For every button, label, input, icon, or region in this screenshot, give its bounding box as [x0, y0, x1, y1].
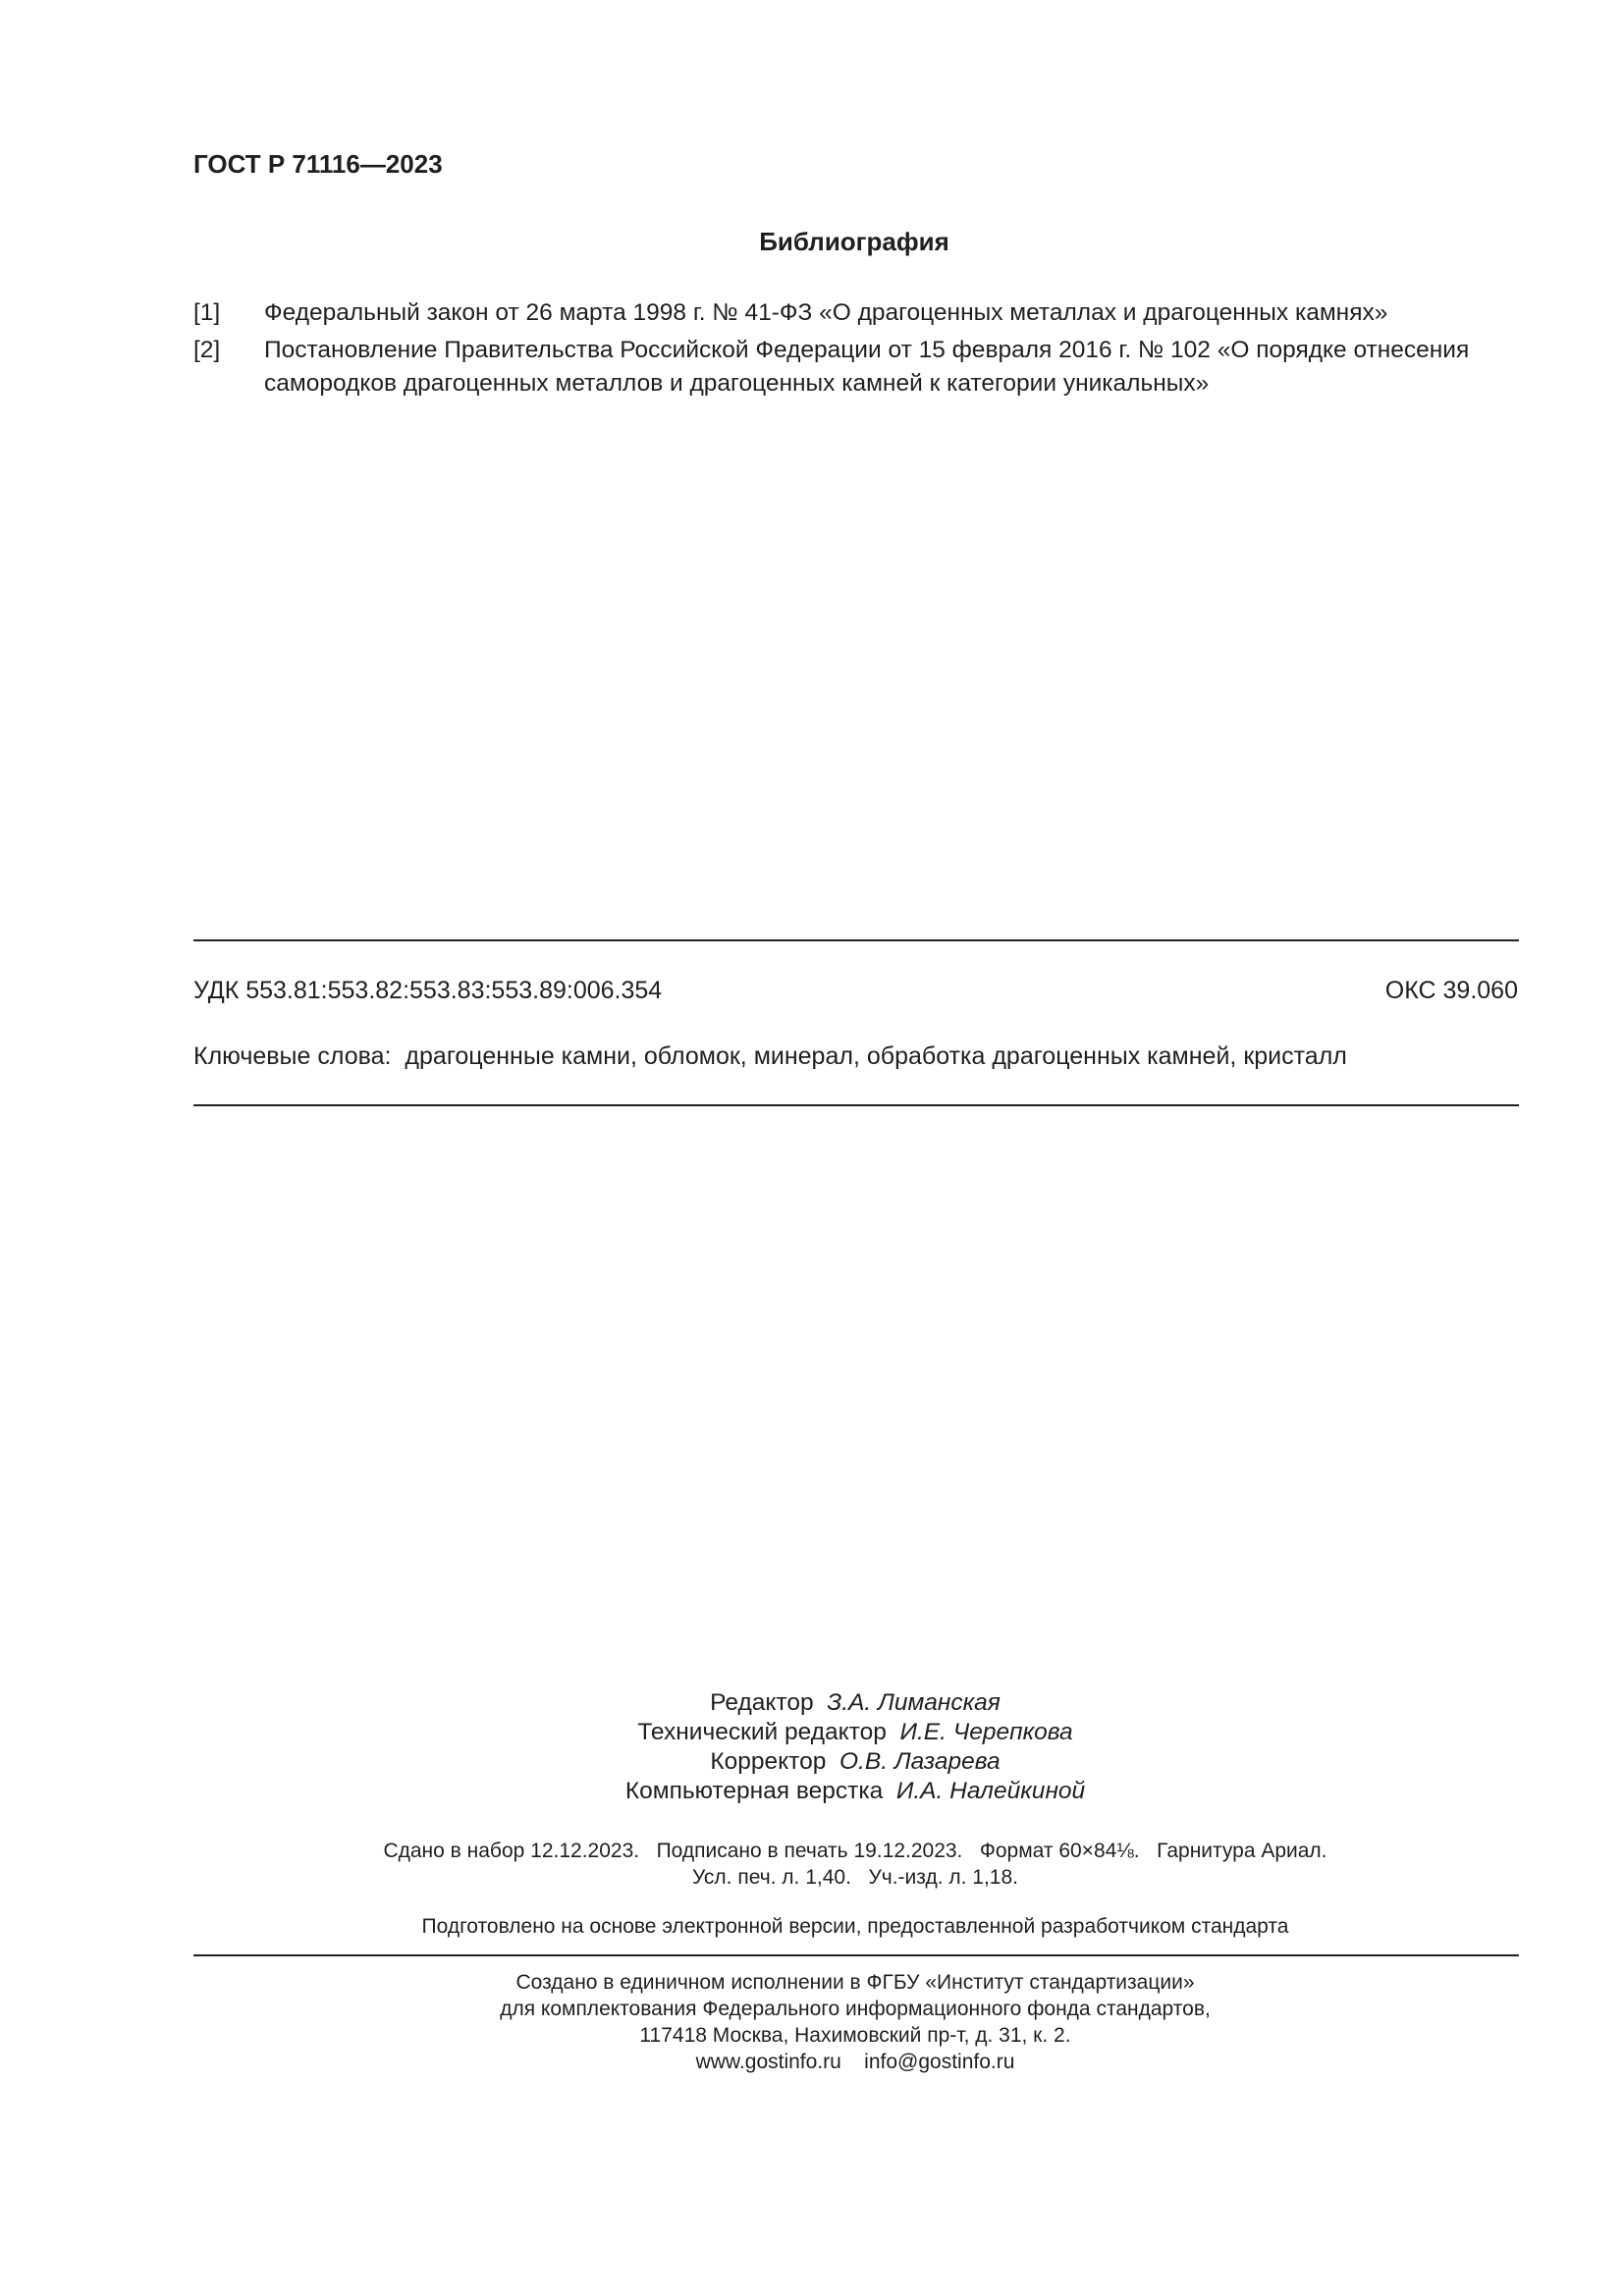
udk-code: УДК 553.81:553.82:553.83:553.89:006.354 [193, 977, 663, 1004]
credit-name: И.Е. Черепкова [899, 1719, 1073, 1745]
bibliography-item-text: Постановление Правительства Российской Федерации от 15 февраля 2016 г. № 102 «О порядке отнесения самородков драгоценных металлов и драгоценных камней к категории уникальных» [264, 337, 1470, 397]
footer-divider [193, 1954, 1519, 1956]
bibliography-item-text: Федеральный закон от 26 марта 1998 г. № 41-ФЗ «О драгоценных металлах и драгоценных камнях» [264, 299, 1388, 326]
bibliography-title: Библиография [759, 227, 949, 256]
keywords-text: драгоценные камни, обломок, минерал, обработка драгоценных камней, кристалл [405, 1042, 1347, 1070]
bibliography-item [193, 334, 1519, 400]
imprint-line: Сдано в набор 12.12.2023. Подписано в печать 19.12.2023. Формат 60×84⅛. Гарнитура Ариал. [383, 1840, 1327, 1862]
imprint-block [0, 1838, 1624, 1891]
footer-line: 117418 Москва, Нахимовский пр-т, д. 31, к. 2. [639, 2024, 1071, 2047]
credit-line [0, 1718, 1624, 1747]
credit-role: Технический редактор [637, 1719, 887, 1745]
credit-line [0, 1688, 1624, 1718]
bibliography-item-number: [1] [193, 299, 221, 326]
credit-name: И.А. Налейкиной [895, 1778, 1086, 1804]
bibliography-item-number: [2] [193, 337, 221, 363]
document-code: ГОСТ Р 71116—2023 [193, 149, 443, 179]
keywords-label: Ключевые слова: [193, 1042, 392, 1070]
keywords-line [193, 1042, 1347, 1071]
credit-role: Редактор [710, 1689, 814, 1716]
footer-contacts [0, 2049, 1624, 2075]
credit-role: Корректор [710, 1748, 827, 1775]
credit-name: З.А. Лиманская [827, 1689, 1001, 1716]
footer-website: www.gostinfo.ru [695, 2051, 841, 2073]
imprint-line: Усл. печ. л. 1,40. Уч.-изд. л. 1,18. [691, 1866, 1018, 1889]
bottom-divider [193, 1104, 1519, 1106]
footer-line: для комплектования Федерального информационного фонда стандартов, [500, 1998, 1211, 2020]
credit-name: О.В. Лазарева [839, 1748, 1001, 1775]
bibliography-list [193, 296, 1519, 400]
bibliography-item [193, 296, 1519, 330]
top-divider [193, 939, 1519, 941]
footer-line: Создано в единичном исполнении в ФГБУ «Институт стандартизации» [515, 1971, 1195, 1994]
prepared-note: Подготовлено на основе электронной версии, предоставленной разработчиком стандарта [421, 1915, 1289, 1938]
credit-line [0, 1747, 1624, 1777]
footer-email: info@gostinfo.ru [864, 2051, 1015, 2073]
credit-role: Компьютерная верстка [624, 1778, 884, 1804]
credit-line [0, 1777, 1624, 1806]
credits-block [0, 1688, 1624, 1806]
footer-block [0, 1969, 1624, 2075]
oks-code: ОКС 39.060 [1384, 977, 1518, 1004]
